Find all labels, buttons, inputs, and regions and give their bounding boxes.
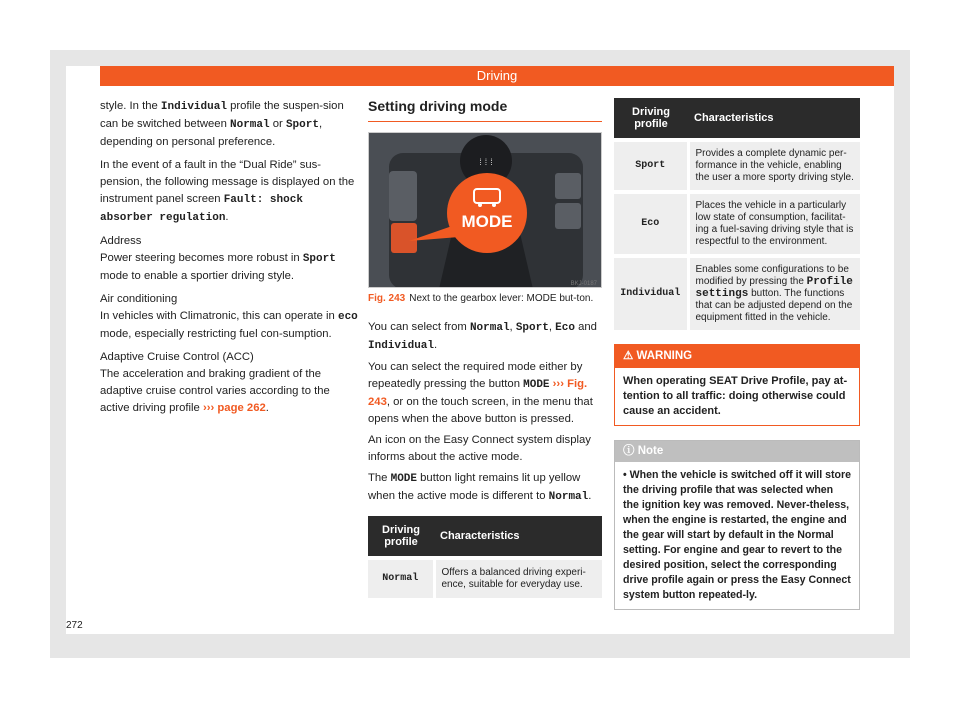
paragraph-suspension: style. In the Individual profile the suspen-sion can be switched between Normal or Sport, depending on personal preference.	[100, 100, 344, 148]
table-header-profile: Driving profile	[368, 516, 434, 558]
warning-box	[614, 344, 860, 426]
warning-icon: ⚠	[623, 350, 637, 362]
driving-profile-table-1	[368, 516, 602, 598]
paragraph-air-conditioning: In vehicles with Climatronic, this can operate in eco mode, especially restricting fuel con-sumption.	[100, 310, 358, 340]
mode-label: MODE	[461, 212, 513, 231]
table-header-profile: Driving profile	[614, 98, 688, 140]
note-text: • When the vehicle is switched off it will store the driving profile that was selected when the ignition key was removed. Never-theless, when the engine is restarted, the engine and the gear will start by default in the Normal setting. For engine and gear to revert to the desired position, select the corresponding drive profile again or press the Easy Connect system button repeated-ly.	[623, 469, 851, 601]
paragraph-light: The MODE button light remains lit up yellow when the active mode is different to Normal.	[368, 472, 592, 503]
paragraph-acc: The acceleration and braking gradient of the adaptive cruise control varies according to the active driving profile ››› page 262.	[100, 368, 330, 414]
column-right	[614, 98, 860, 610]
page-number: 272	[66, 620, 83, 631]
paragraph-modes: You can select from Normal, Sport, Eco and Individual.	[368, 321, 597, 352]
info-icon: ⓘ	[623, 445, 638, 457]
gearbox-illustration	[369, 133, 602, 288]
paragraph-address: Power steering becomes more robust in Sport mode to enable a sportier driving style.	[100, 252, 336, 282]
table-row: Normal Offers a balanced driving experi-ence, suitable for everyday use.	[368, 558, 602, 598]
paragraph-fault: In the event of a fault in the “Dual Ride” sus-pension, the following message is displayed on the instrument panel screen Fault: shock absorber regulation.	[100, 159, 355, 224]
note-box	[614, 440, 860, 610]
warning-header: ⚠ WARNING	[615, 345, 859, 368]
note-header: ⓘ Note	[615, 441, 859, 462]
table-header-characteristics: Characteristics	[434, 516, 602, 558]
page-link[interactable]: ››› page 262	[202, 402, 266, 414]
header-title: Driving	[476, 68, 518, 83]
heading-air-conditioning: Air conditioning	[100, 293, 178, 305]
driving-profile-table-2	[614, 98, 860, 330]
figure-caption: Fig. 243 Next to the gearbox lever: MODE but-ton.	[368, 293, 594, 304]
paragraph-icon: An icon on the Easy Connect system display informs about the active mode.	[368, 434, 591, 463]
heading-acc: Adaptive Cruise Control (ACC)	[100, 351, 254, 363]
figure-code: BKJ-0187	[570, 281, 597, 287]
manual-page	[66, 66, 894, 634]
figure-link[interactable]: ››› Fig. 243	[368, 378, 588, 408]
table-header-characteristics: Characteristics	[688, 98, 860, 140]
warning-text: When operating SEAT Drive Profile, pay at-tention to all traffic: doing otherwise could cause an accident.	[623, 375, 848, 417]
section-title: Setting driving mode	[368, 98, 602, 122]
svg-text:⁞⁞⁞: ⁞⁞⁞	[477, 158, 495, 168]
figure-mode-button	[368, 132, 602, 288]
table-row: Individual Enables some configurations to be modified by pressing the Profile settings button. The functions that can be adjusted depend on the equipment fitted in the vehicle.	[614, 256, 860, 330]
table-row: Eco Places the vehicle in a particularly low state of consumption, facilitat-ing a fuel-saving driving style that is respectful to the environment.	[614, 192, 860, 256]
heading-address: Address	[100, 235, 142, 247]
paragraph-select: You can select the required mode either by repeatedly pressing the button MODE ››› Fig. 243, or on the touch screen, in the menu that opens when the above button is pressed.	[368, 361, 593, 425]
page-header	[100, 66, 894, 86]
column-middle	[368, 98, 602, 598]
column-left	[100, 98, 358, 423]
table-row: Sport Provides a complete dynamic per-formance in the vehicle, enabling the user a more sporty driving style.	[614, 140, 860, 192]
